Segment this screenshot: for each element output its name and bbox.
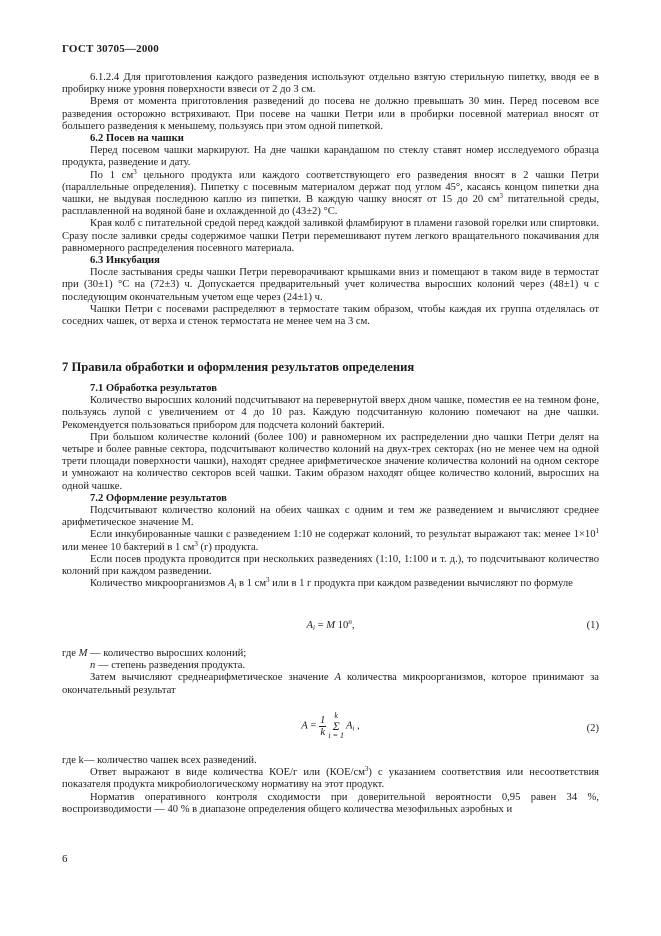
paragraph-answer: Ответ выражают в виде количества КОЕ/г или $(КОЕ/см^3)$ с указанием соответствия или несоответствия показателя продукта микробиологическому нормативу на этот продукт. — [62, 765, 599, 791]
heading-section-7: 7 Правила обработки и оформления результатов определения — [62, 360, 415, 374]
paragraph-dilution-time: Время от момента приготовления разведений до посева не должно превышать 30 мин. Перед посевом все разведения осторожно встряхивают. При посеве на чашки Петри или в пробирки посевной материал вносят от большего разведения к меньшему, пользуясь при этом одной пипеткой. — [62, 96, 599, 132]
legend-n: n — степень разведения продукта. — [90, 660, 246, 672]
section-7-body — [62, 383, 599, 590]
formula-2-number: (2) — [586, 723, 599, 734]
heading-6-2: 6.2 Посев на чашки — [90, 133, 184, 145]
paragraph-formula-intro: Количество микроорганизмов $A_i$ в 1 $см^3$ или в 1 г продукта при каждом разведении вычисляют по формуле — [90, 576, 573, 591]
legend-m: где М — количество выросших колоний; — [62, 648, 247, 659]
section-6-continued — [62, 72, 599, 328]
paragraph-multiple-dilutions: Если посев продукта проводится при нескольких разведениях (1:10, 1:100 и т. д.), то подсчитывают количество колоний при каждом разведении. — [62, 553, 599, 578]
formula-1-expression: $A_i = M$ 10$^n$, — [306, 618, 355, 632]
paragraph-norm: Норматив оперативного контроля сходимости при доверительной вероятности 0,95 равен 34 %, воспроизводимости — 40 % в диапазоне определения общего количества мезофильных аэробных и — [62, 791, 599, 815]
paragraph-counting: Количество выросших колоний подсчитывают на перевернутой вверх дном чашке, поместив ее на темном фоне, пользуясь лупой с увеличением от 4 до 10 раз. Каждую подсчитанную колонию помечают на дне чашки. Рекомендуется пользоваться прибором для подсчета колоний бактерий. — [62, 395, 599, 431]
paragraph-6-1-2-4: 6.1.2.4 Для приготовления каждого разведения используют отдельно взятую стерильную пипетку, вводя ее в пробирку ниже уровня поверхности взвеси от 2 до 3 см. — [62, 72, 599, 96]
formula-2 — [62, 712, 599, 746]
legend-k: где k— количество чашек всех разведений. — [62, 755, 257, 766]
paragraph-mean: Подсчитывают количество колоний на обеих чашках с одним и тем же разведением и вычисляют среднее арифметическое значение М. — [62, 505, 599, 529]
paragraph-flaming: Края колб с питательной средой перед каждой заливкой фламбируют в пламени газовой горелки или спиртовки. Сразу после заливки среды содержимое чашки Петри перемешивают путем легкого вращательного покачивания для равномерного распределения посевного материала. — [62, 218, 599, 254]
paragraph-incubation: После застывания среды чашки Петри переворачивают крышками вниз и помещают в таком виде в термостат при (30±1) °С на (72±3) ч. Допускается предварительный учет количества выросших колоний через (48±1) ч с последующим окончательным учетом еще через (24±1) ч. — [62, 267, 599, 303]
paragraph-sowing: По 1 $см^3$ цельного продукта или каждого соответствующего его разведения вносят в 2 чашки Петри (параллельные определения). Пипетку с посевным материалом держат под углом 45°, касаясь концом пипетки дна чашки, не выдувая последнюю каплю из пипетки. В каждую чашку вносят от 15 до 20 $см^3$ питательной среды, расплавленной на водяной бане и охлажденной до (43±2) °С. — [62, 167, 600, 218]
paragraph-sectors: При большом количестве колоний (более 100) и равномерном их распределении дно чашки Петри делят на четыре и более равные сектора, подсчитывают количество колоний на двух-трех секторах (но не менее чем на одной трети площади поверхности чашки), находят среднее арифметическое значение количества колоний на одном секторе и умножают на количество секторов всей чашки. Таким образом находят общее количество колоний, выросших на одной чашке. — [62, 431, 599, 492]
heading-7-2: 7.2 Оформление результатов — [90, 492, 227, 504]
page-number: 6 — [62, 853, 68, 865]
heading-6-3: 6.3 Инкубация — [90, 255, 160, 267]
sum-symbol: k Σ i = 1 — [328, 711, 344, 740]
section-7-end — [62, 755, 599, 816]
fraction-one-over-k: $\frac{1}{k}$ — [320, 714, 326, 738]
paragraph-average: Затем вычисляют среднеарифметическое значение А количества микроорганизмов, которое принимают за окончательный результат — [62, 672, 599, 696]
heading-7-1: 7.1 Обработка результатов — [90, 383, 217, 394]
document-header: ГОСТ 30705—2000 — [62, 43, 159, 55]
paragraph-marking: Перед посевом чашки маркируют. На дне чашки карандашом по стеклу ставят номер исследуемого образца продукта, разведение и дату. — [62, 145, 599, 169]
paragraph-distribution: Чашки Петри с посевами распределяют в термостате таким образом, чтобы каждая их группа отделялась от соседних чашек, от верха и стенок термостата не менее чем на 3 см. — [62, 303, 599, 328]
formula-1-number: (1) — [586, 620, 599, 631]
formula-1-legend — [62, 648, 599, 697]
formula-2-expression: A = $\frac{1}{k}$ k Σ $i = 1A_i$ , — [301, 711, 360, 740]
formula-1 — [62, 620, 599, 636]
paragraph-no-colonies: Если инкубированные чашки с разведением 1:10 не содержат колоний, то результат выражают так: менее $1\times 10^1$ или менее 10 бактерий в 1 $см^3$ (г) продукта. — [62, 527, 599, 553]
